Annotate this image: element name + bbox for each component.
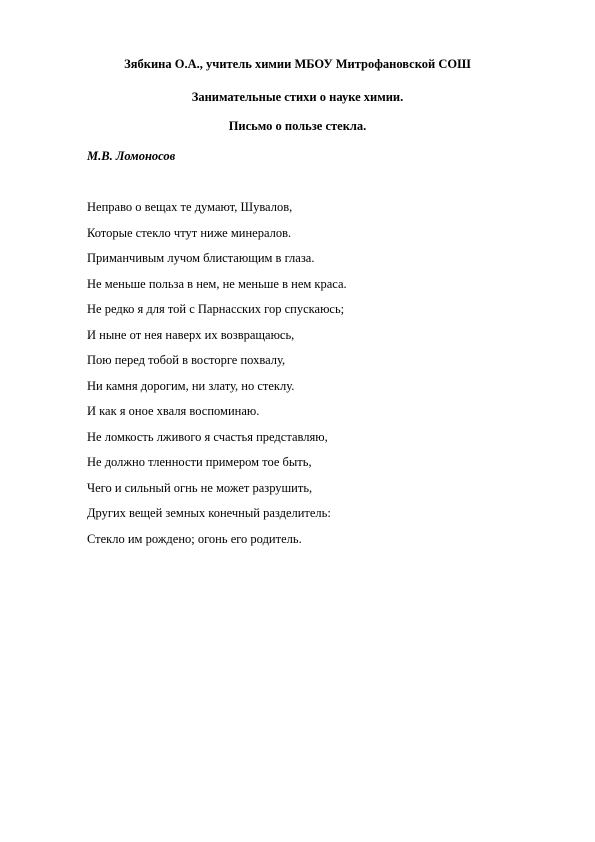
poem-line: Которые стекло чтут ниже минералов. [87,225,292,240]
poem-line: Не редко я для той с Парнасских гор спускаюсь; [87,302,345,316]
document-subtitle: Занимательные стихи о науке химии. [191,90,404,104]
author-affiliation-header: Зябкина О.А., учитель химии МБОУ Митрофановской СОШ [124,57,471,71]
poem-line: Неправо о вещах те думают, Шувалов, [87,200,293,214]
poem-line: Приманчивым лучом блистающим в глаза. [87,251,315,265]
poem-line: И ныне от нея наверх их возвращаюсь, [87,327,295,342]
poem-line: Стекло им рождено; огонь его родитель. [87,531,302,546]
poem-line: Не меньше польза в нем, не меньше в нем краса. [87,276,347,291]
poem-line: Не ломкость лживого я счастья представляю, [87,429,328,444]
poem-line: Чего и сильный огнь не может разрушить, [87,480,313,495]
poem-line: Ни камня дорогим, ни злату, но стеклу. [87,378,295,393]
poem-author: М.В. Ломоносов [87,149,176,163]
poem-title: Письмо о пользе стекла. [228,119,367,133]
poem-body [87,200,547,557]
poem-line: Других вещей земных конечный разделитель: [87,506,331,520]
poem-line: И как я оное хваля воспоминаю. [87,404,260,418]
poem-line: Не должно тленности примером тое быть, [87,455,312,469]
poem-line: Пою перед тобой в восторге похвалу, [87,353,286,367]
